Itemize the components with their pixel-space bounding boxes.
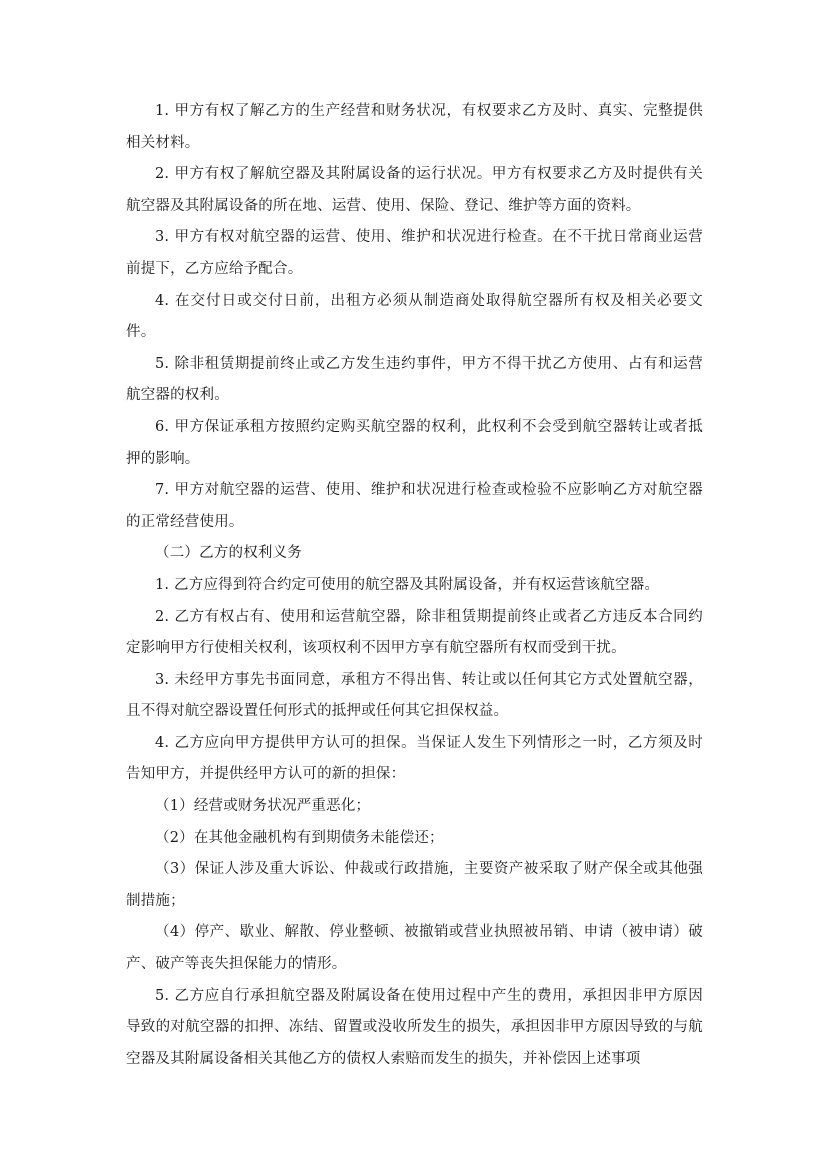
paragraph-8: 1. 乙方应得到符合约定可使用的航空器及其附属设备，并有权运营该航空器。	[155, 576, 660, 593]
section-heading: （二）乙方的权利义务	[155, 545, 302, 562]
paragraph-2: 2. 甲方有权了解航空器及其附属设备的运行状况。甲方有权要求乙方及时提供有关航空器及其附属设备的所在地、运营、使用、保险、登记、维护等方面的资料。	[126, 166, 703, 214]
paragraph-9: 2. 乙方有权占有、使用和运营航空器，除非租赁期提前终止或者乙方违反本合同约定影响甲方行使相关权利，该项权利不因甲方享有航空器所有权而受到干扰。	[126, 608, 703, 657]
paragraph-10: 3. 未经甲方事先书面同意，承租方不得出售、转让或以任何其它方式处置航空器，且不得对航空器设置任何形式的抵押或任何其它担保权益。	[126, 671, 703, 720]
sub-item-3: （3）保证人涉及重大诉讼、仲裁或行政措施，主要资产被采取了财产保全或其他强制措施；	[126, 861, 703, 909]
sub-item-4: （4）停产、歇业、解散、停业整顿、被撤销或营业执照被吊销、申请（被申请）破产、破产等丧失担保能力的情形。	[126, 924, 703, 973]
paragraph-7: 7. 甲方对航空器的运营、使用、维护和状况进行检查或检验不应影响乙方对航空器的正常经营使用。	[126, 482, 703, 530]
sub-item-1: （1）经营或财务状况严重恶化；	[155, 798, 371, 815]
paragraph-1: 1. 甲方有权了解乙方的生产经营和财务状况，有权要求乙方及时、真实、完整提供相关材料。	[126, 103, 703, 151]
paragraph-11: 4. 乙方应向甲方提供甲方认可的担保。当保证人发生下列情形之一时，乙方须及时告知甲方，并提供经甲方认可的新的担保：	[126, 734, 703, 783]
document-body	[126, 96, 703, 1075]
paragraph-4: 4. 在交付日或交付日前，出租方必须从制造商处取得航空器所有权及相关必要文件。	[126, 292, 703, 341]
paragraph-5: 5. 除非租赁期提前终止或乙方发生违约事件，甲方不得干扰乙方使用、占有和运营航空器的权利。	[126, 355, 703, 404]
sub-item-2: （2）在其他金融机构有到期债务未能偿还；	[155, 829, 444, 846]
paragraph-3: 3. 甲方有权对航空器的运营、使用、维护和状况进行检查。在不干扰日常商业运营前提下，乙方应给予配合。	[126, 229, 703, 277]
paragraph-12: 5. 乙方应自行承担航空器及附属设备在使用过程中产生的费用，承担因非甲方原因导致的对航空器的扣押、冻结、留置或没收所发生的损失，承担因非甲方原因导致的与航空器及其附属设备相关其他乙方的债权人索赔而发生的损失，并补偿因上述事项	[126, 987, 703, 1067]
paragraph-6: 6. 甲方保证承租方按照约定购买航空器的权利，此权利不会受到航空器转让或者抵押的影响。	[126, 418, 703, 467]
